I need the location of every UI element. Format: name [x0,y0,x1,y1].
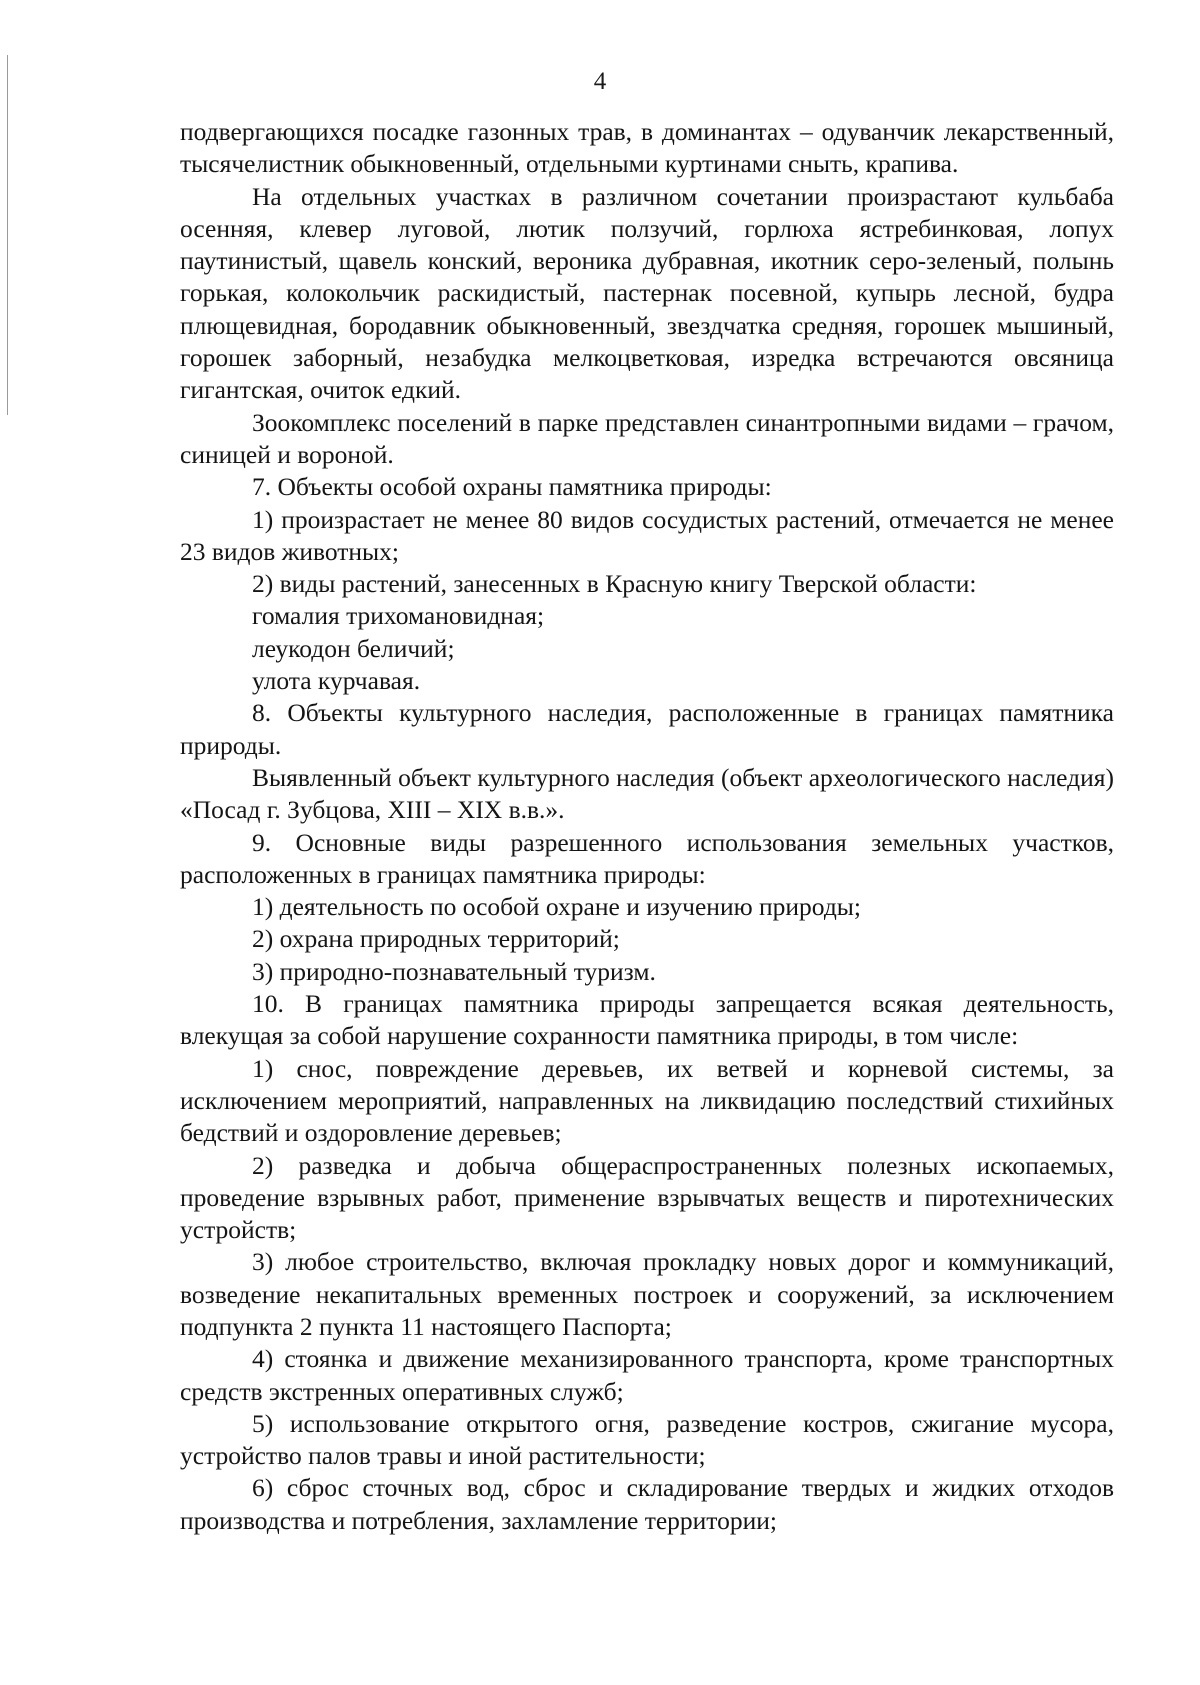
paragraph: 5) использование открытого огня, разведение костров, сжигание мусора, устройство палов травы и иной растительности; [180,1408,1114,1471]
paragraph: 1) снос, повреждение деревьев, их ветвей и корневой системы, за исключением мероприятий, направленных на ликвидацию последствий стихийных бедствий и оздоровление деревьев; [180,1053,1114,1148]
paragraph: 3) природно-познавательный туризм. [252,956,656,986]
paragraph: 4) стоянка и движение механизированного транспорта, кроме транспортных средств экстренных оперативных служб; [180,1344,1114,1406]
paragraph: улота курчавая. [252,666,421,696]
paragraph: леукодон беличий; [252,633,455,663]
paragraph: 1) произрастает не менее 80 видов сосудистых растений, отмечается не менее 23 видов животных; [180,504,1114,566]
paragraph: 9. Основные виды разрешенного использования земельных участков, расположенных в границах памятника природы: [180,827,1114,889]
paragraph: гомалия трихомановидная; [252,601,545,631]
paragraph: 2) разведка и добыча общераспространенных полезных ископаемых, проведение взрывных работ, применение взрывчатых веществ и пиротехнических устройств; [180,1150,1114,1245]
paragraph: 6) сброс сточных вод, сброс и складирование твердых и жидких отходов производства и потребления, захламление территории; [180,1473,1114,1535]
paragraph: Зоокомплекс поселений в парке представлен синантропными видами – грачом, синицей и вороной. [180,407,1114,469]
paragraph: 7. Объекты особой охраны памятника природы: [252,472,772,502]
document-body [180,116,1114,1537]
paragraph: На отдельных участках в различном сочетании произрастают кульбаба осенняя, клевер луговой, лютик ползучий, горлюха ястребинковая, лопух паутинистый, щавель конский, вероника дубравная, икотник серо-зеленый, полынь горькая, колокольчик раскидистый, пастернак посевной, купырь лесной, будра плющевидная, бородавник обыкновенный, звездчатка средняя, горошек мышиный, горошек заборный, незабудка мелкоцветковая, изредка встречаются овсяница гигантская, очиток едкий. [180,181,1114,405]
scan-edge-line [7,55,8,415]
paragraph: 1) деятельность по особой охране и изучению природы; [252,892,862,922]
paragraph: Выявленный объект культурного наследия (объект археологического наследия) «Посад г. Зубцова, XIII – XIX в.в.». [180,762,1114,825]
paragraph: 8. Объекты культурного наследия, расположенные в границах памятника природы. [180,698,1114,760]
paragraph: 2) охрана природных территорий; [252,924,620,954]
paragraph: 3) любое строительство, включая прокладку новых дорог и коммуникаций, возведение некапитальных временных построек и сооружений, за исключением подпункта 2 пункта 11 настоящего Паспорта; [180,1247,1114,1341]
paragraph: 10. В границах памятника природы запрещается всякая деятельность, влекущая за собой нарушение сохранности памятника природы, в том числе: [180,989,1114,1051]
page-number: 4 [593,68,607,95]
paragraph: подвергающихся посадке газонных трав, в доминантах – одуванчик лекарственный, тысячелистник обыкновенный, отдельными куртинами сныть, крапива. [180,117,1114,179]
paragraph: 2) виды растений, занесенных в Красную книгу Тверской области: [252,569,977,599]
